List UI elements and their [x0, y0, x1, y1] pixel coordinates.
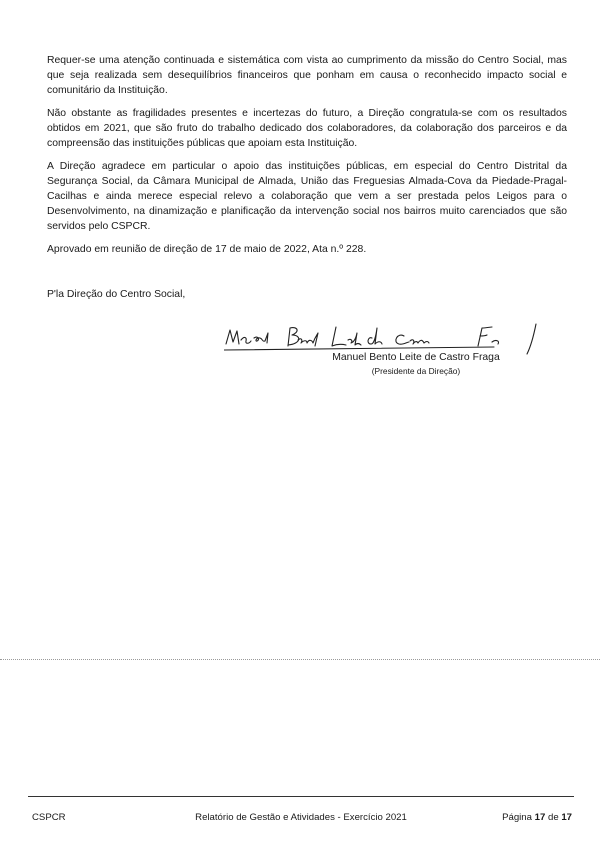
footer-org: CSPCR	[32, 812, 66, 823]
page-of: de	[547, 812, 559, 823]
scan-divider	[0, 659, 600, 660]
handwritten-signature	[224, 322, 548, 356]
footer-report-title: Relatório de Gestão e Atividades - Exercício 2021	[195, 812, 407, 823]
page-total: 17	[561, 812, 572, 823]
footer-page-number	[502, 812, 572, 823]
page-current: 17	[534, 812, 546, 823]
page-prefix: Página	[502, 812, 532, 823]
signatory-name: Manuel Bento Leite de Castro Fraga	[332, 352, 500, 363]
signatory-role: (Presidente da Direção)	[371, 366, 461, 376]
paragraph-acknowledgements: A Direção agradece em particular o apoio das instituições públicas, em especial do Centro Distrital da Segurança Social, da Câmara Municipal de Almada, União das Freguesias Almada-Cova da Piedade-Pragal-Cacilhas e ainda merece especial relevo a colaboração que vem a ser prestada pelos Leigos para o Desenvolvimento, na dinamização e planificação da intervenção social nos bairros muito carenciados que são servidos pelo CSPCR.	[47, 161, 567, 232]
paragraph-approval: Aprovado em reunião de direção de 17 de maio de 2022, Ata n.º 228.	[47, 244, 367, 255]
paragraph-results: Não obstante as fragilidades presentes e incertezas do futuro, a Direção congratula-se com os resultados obtidos em 2021, que são fruto do trabalho dedicado dos colaboradores, da colaboração dos parceiros e da compreensão das instituições públicas que apoiam esta Instituição.	[47, 108, 567, 149]
paragraph-mission: Requer-se uma atenção continuada e sistemática com vista ao cumprimento da missão do Centro Social, mas que seja realizada sem desequilíbrios financeiros que ponham em causa o reconhecido impacto social e comunitário da Instituição.	[47, 55, 567, 96]
footer-rule	[28, 796, 574, 797]
document-body	[47, 53, 567, 310]
sign-off: P'la Direção do Centro Social,	[47, 289, 186, 300]
